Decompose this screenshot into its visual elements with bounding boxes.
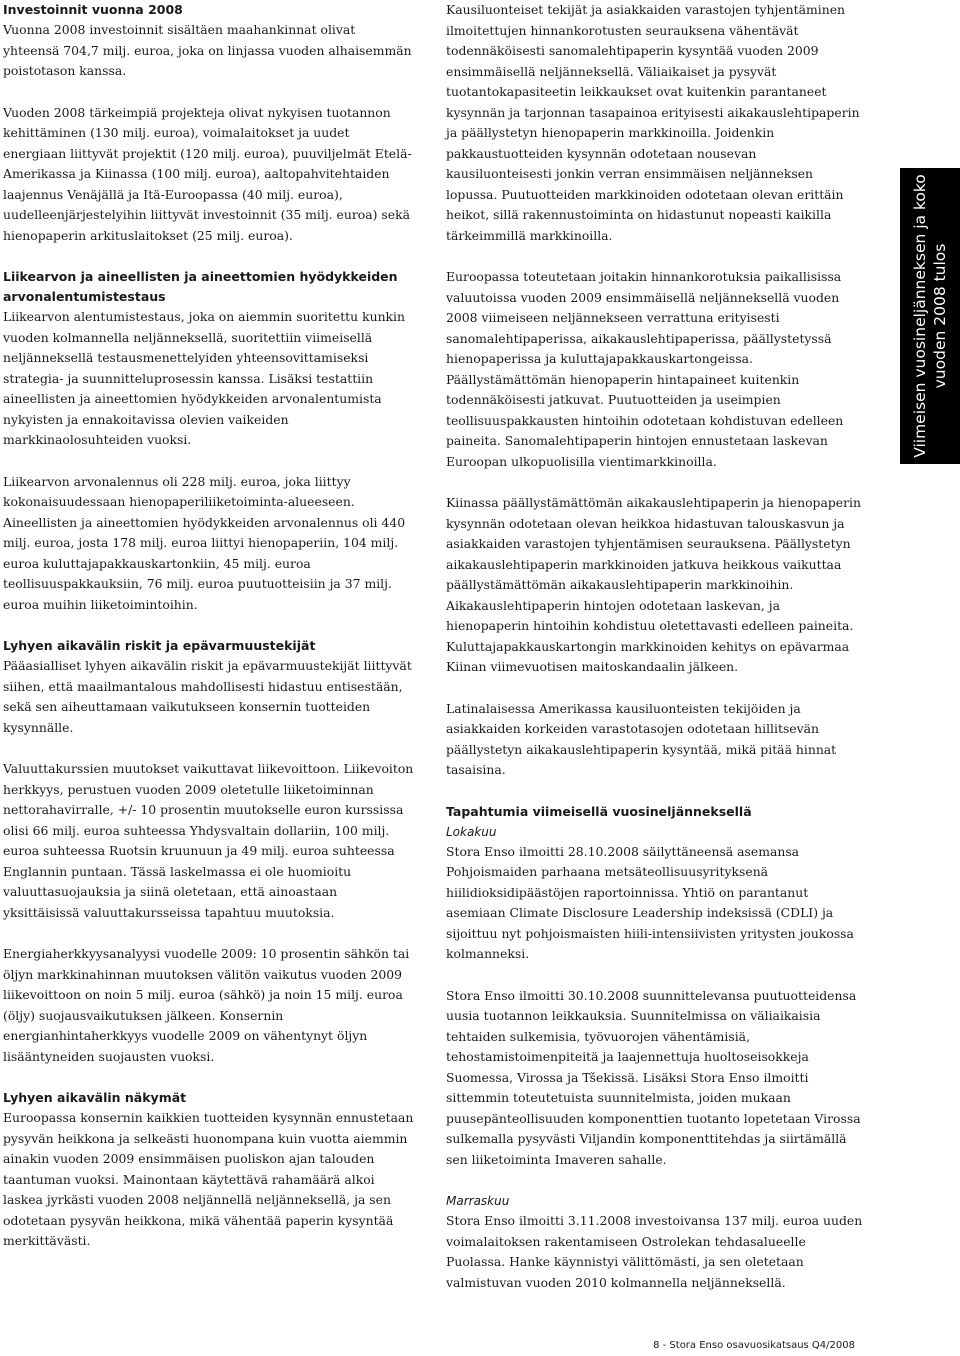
- november-label: Marraskuu: [446, 1194, 510, 1208]
- europe-prices-paragraph: Euroopassa toteutetaan joitakin hinnankorotuksia paikallisissa valuutoissa vuoden 2009 ensimmäisellä neljänneksellä vuoden 2008 viimeiseen neljännekseen verrattuna erityisesti sanomalehtipaperissa, aikakauslehtipaperissa, päällystetyssä hienopaperissa ja kuluttajapakkauskartongeissa. Päällystämättömän hienopaperin hintapaineet kuitenkin todennäköisesti jatkuvat. Puutuotteiden ja useimpien teollisuuspakkausten hintoihin odotetaan kohdistuvan edelleen paineita. Sanomalehtipaperin hintojen ennustetaan laskevan Euroopan ulkopuolisilla vientimarkkinoilla.: [446, 269, 844, 469]
- events-heading: Tapahtumia viimeisellä vuosineljänneksellä: [446, 803, 752, 819]
- october-label: Lokakuu: [446, 824, 497, 839]
- investments-heading: Investoinnit vuonna 2008: [3, 2, 183, 17]
- currency-paragraph: Valuuttakurssien muutokset vaikuttavat liikevoittoon. Liikevoiton herkkyys, perustuen vuoden 2009 oletetulle liiketoiminnan nettorahavirralle, +/- 10 prosentin muutokselle euron kurssissa olisi 66 milj. euroa suhteessa Yhdysvaltain dollariin, 100 milj. euroa suhteessa Ruotsin kruunuun ja 49 milj. euroa suhteessa Englannin puntaan. Tässä laskelmassa ei ole huomioitu valuuttasuojauksia ja siinä oletetaan, että ainoastaan yksittäisissä valuuttakursseissa tapahtuu muutoksia.: [3, 761, 414, 920]
- outlook-paragraph: Euroopassa konsernin kaikkien tuotteiden kysynnän ennustetaan pysyvän heikkona ja selkeästi huonompana kuin vuotta aiemmin ainakin vuoden 2009 ensimmäisen puoliskon ajan talouden taantuman vuoksi. Mainontaan käytettävä rahamäärä alkoi laskea jyrkästi vuoden 2008 neljännellä neljänneksellä, ja sen odotetaan pysyvän heikkona, mikä vähentää paperin kysyntää merkittävästi.: [3, 1110, 414, 1248]
- section-sidebar-tab: [900, 168, 960, 464]
- impairment-heading: Liikearvon ja aineellisten ja aineettomien hyödykkeiden arvonalentumistestaus: [3, 269, 398, 304]
- china-paragraph: Kiinassa päällystämättömän aikakauslehtipaperin ja hienopaperin kysynnän odotetaan olevan heikkoa hidastuvan talouskasvun ja asiakkaiden varastojen tyhjentämisen seurauksena. Päällystetyn aikakauslehtipaperin markkinoiden jatkuva heikkous vaikuttaa päällystämättömän aikakauslehtipaperin markkinoihin. Aikakauslehtipaperin hintojen odotetaan laskevan, ja hienopaperin hintoihin kohdistuu oletettavasti edelleen paineita. Kuluttajapakkauskartongin markkinoiden kehitys on epävarmaa Kiinan viimevuotisen maitoskandaalin jälkeen.: [446, 495, 861, 674]
- risks-paragraph: Pääasialliset lyhyen aikavälin riskit ja epävarmuustekijät liittyvät siihen, että maailmantalous mahdollisesti hidastuu entisestään, sekä sen aiheuttamaan vaikutukseen konsernin tuotteiden kysynnälle.: [3, 658, 412, 735]
- investments-section: [3, 0, 415, 246]
- october-production-paragraph: Stora Enso ilmoitti 30.10.2008 suunnittelevansa puutuotteidensa uusia tuotannon leikkauksia. Suunnitelmissa on väliaikaisia tehtaiden sulkemisia, työvuorojen vähentämisiä, tehostamistoimenpiteitä ja laajennettuja huoltoseisokkeja Suomessa, Virossa ja Tšekissä. Lisäksi Stora Enso ilmoitti sittemmin toteutetuista suunnitelmista, joiden mukaan puusepänteollisuuden komponenttien tuotanto lopetetaan Virossa sulkemalla pysyvästi Viljandin komponenttitehdas ja siirtämällä sen liiketoiminta Imaveren sahalle.: [446, 987, 861, 1167]
- impairment-paragraph: Liikearvon alentumistestaus, joka on aiemmin suoritettu kunkin vuoden kolmannella neljänneksellä, suoritettiin viimeisellä neljänneksellä testausmenettelyiden yhteensovittamiseksi strategia- ja suunnitteluprosessin kanssa. Lisäksi testattiin aineellisten ja aineettomien hyödykkeiden arvonalentumista nykyisten ja ennakoitavissa olevien vaikeiden markkinaolosuhteiden vuoksi.: [3, 309, 405, 447]
- november-paragraph: Stora Enso ilmoitti 3.11.2008 investoivansa 137 milj. euroa uuden voimalaitoksen rakentamiseen Ostrolekan tehdasalueelle Puolassa. Hanke käynnistyi välittömästi, ja sen oletetaan valmistuvan vuoden 2010 kolmannella neljänneksellä.: [446, 1213, 863, 1290]
- investments-projects-paragraph: Vuoden 2008 tärkeimpiä projekteja olivat nykyisen tuotannon kehittäminen (130 milj. euroa), voimalaitokset ja uudet energiaan liittyvät projektit (120 milj. euroa), puuviljelmät Etelä-Amerikassa ja Kiinassa (100 milj. euroa), aaltopahvitehtaiden laajennus Venäjällä ja Itä-Euroopassa (40 milj. euroa), uudelleenjärjestelyihin liittyvät investoinnit (35 milj. euroa) sekä hienopaperin arkituslaitokset (25 milj. euroa).: [3, 104, 412, 243]
- october-cdli-paragraph: Stora Enso ilmoitti 28.10.2008 säilyttäneensä asemansa Pohjoismaiden parhaana metsäteollisuusyrityksenä hiilidioksidipäästöjen raportoinnissa. Yhtiö on parantanut asemiaan Climate Disclosure Leadership indeksissä (CDLI) ja sijoittuu nyt pohjoismaisten hiili-intensiivisten yritysten joukossa kolmanneksi.: [446, 843, 854, 961]
- outlook-section: [3, 1088, 415, 1252]
- risks-section: [3, 636, 415, 1067]
- outlook-heading: Lyhyen aikavälin näkymät: [3, 1090, 187, 1105]
- right-column: [446, 0, 866, 1314]
- events-section: [446, 802, 866, 1294]
- latin-america-paragraph: Latinalaisessa Amerikassa kausiluonteisten tekijöiden ja asiakkaiden korkeiden varastotasojen odotetaan hillitsevän päällystetyn aikakauslehtipaperin kysyntää, mikä pitää hinnat tasaisina.: [446, 700, 837, 777]
- left-column: [3, 0, 415, 1273]
- impairment-section: [3, 267, 415, 615]
- outlook-continued-paragraph: Kausiluonteiset tekijät ja asiakkaiden varastojen tyhjentäminen ilmoitettujen hinnankorotusten seurauksena vähentävät todennäköisesti sanomalehtipaperin kysyntää vuoden 2009 ensimmäisellä neljänneksellä. Väliaikaiset ja pysyvät tuotantokapasiteetin leikkaukset ovat kuitenkin parantaneet kysynnän ja tarjonnan tasapainoa erityisesti aikakauslehtipaperin ja päällystetyn hienopaperin markkinoilla. Joidenkin pakkaustuotteiden kysynnän odotetaan nousevan kausiluonteisesti jonkin verran ensimmäisen neljänneksen lopussa. Puutuotteiden markkinoiden odotetaan olevan erittäin heikot, sillä rakennustoiminta on hidastunut nopeasti kaikilla tärkeimmillä markkinoilla.: [446, 2, 860, 243]
- page-footer: 8 - Stora Enso osavuosikatsaus Q4/2008: [653, 1340, 855, 1351]
- energy-paragraph: Energiaherkkyysanalyysi vuodelle 2009: 10 prosentin sähkön tai öljyn markkinahinnan muutoksen välitön vaikutus vuoden 2009 liikevoittoon on noin 5 milj. euroa (sähkö) ja noin 15 milj. euroa (öljy) suojausvaikutuksen jälkeen. Konsernin energianhintaherkkyys vuodelle 2009 on vähentynyt öljyn lisääntyneiden suojausten vuoksi.: [3, 946, 410, 1064]
- sidebar-label: Viimeisen vuosineljänneksen ja koko vuoden 2008 tulos: [911, 174, 949, 458]
- impairment-amounts-paragraph: Liikearvon arvonalennus oli 228 milj. euroa, joka liittyy kokonaisuudessaan hienopaperiliiketoiminta-alueeseen. Aineellisten ja aineettomien hyödykkeiden arvonalennus oli 440 milj. euroa, josta 178 milj. euroa liittyi hienopaperiin, 104 milj. euroa kuluttajapakkauskartonkiin, 45 milj. euroa teollisuuspakkauksiin, 76 milj. euroa puutuotteisiin ja 37 milj. euroa muihin liiketoimintoihin.: [3, 473, 406, 612]
- investments-paragraph: Vuonna 2008 investoinnit sisältäen maahankinnat olivat yhteensä 704,7 milj. euroa, joka on linjassa vuoden alhaisemmän poistotason kanssa.: [3, 22, 412, 78]
- risks-heading: Lyhyen aikavälin riskit ja epävarmuustekijät: [3, 638, 316, 653]
